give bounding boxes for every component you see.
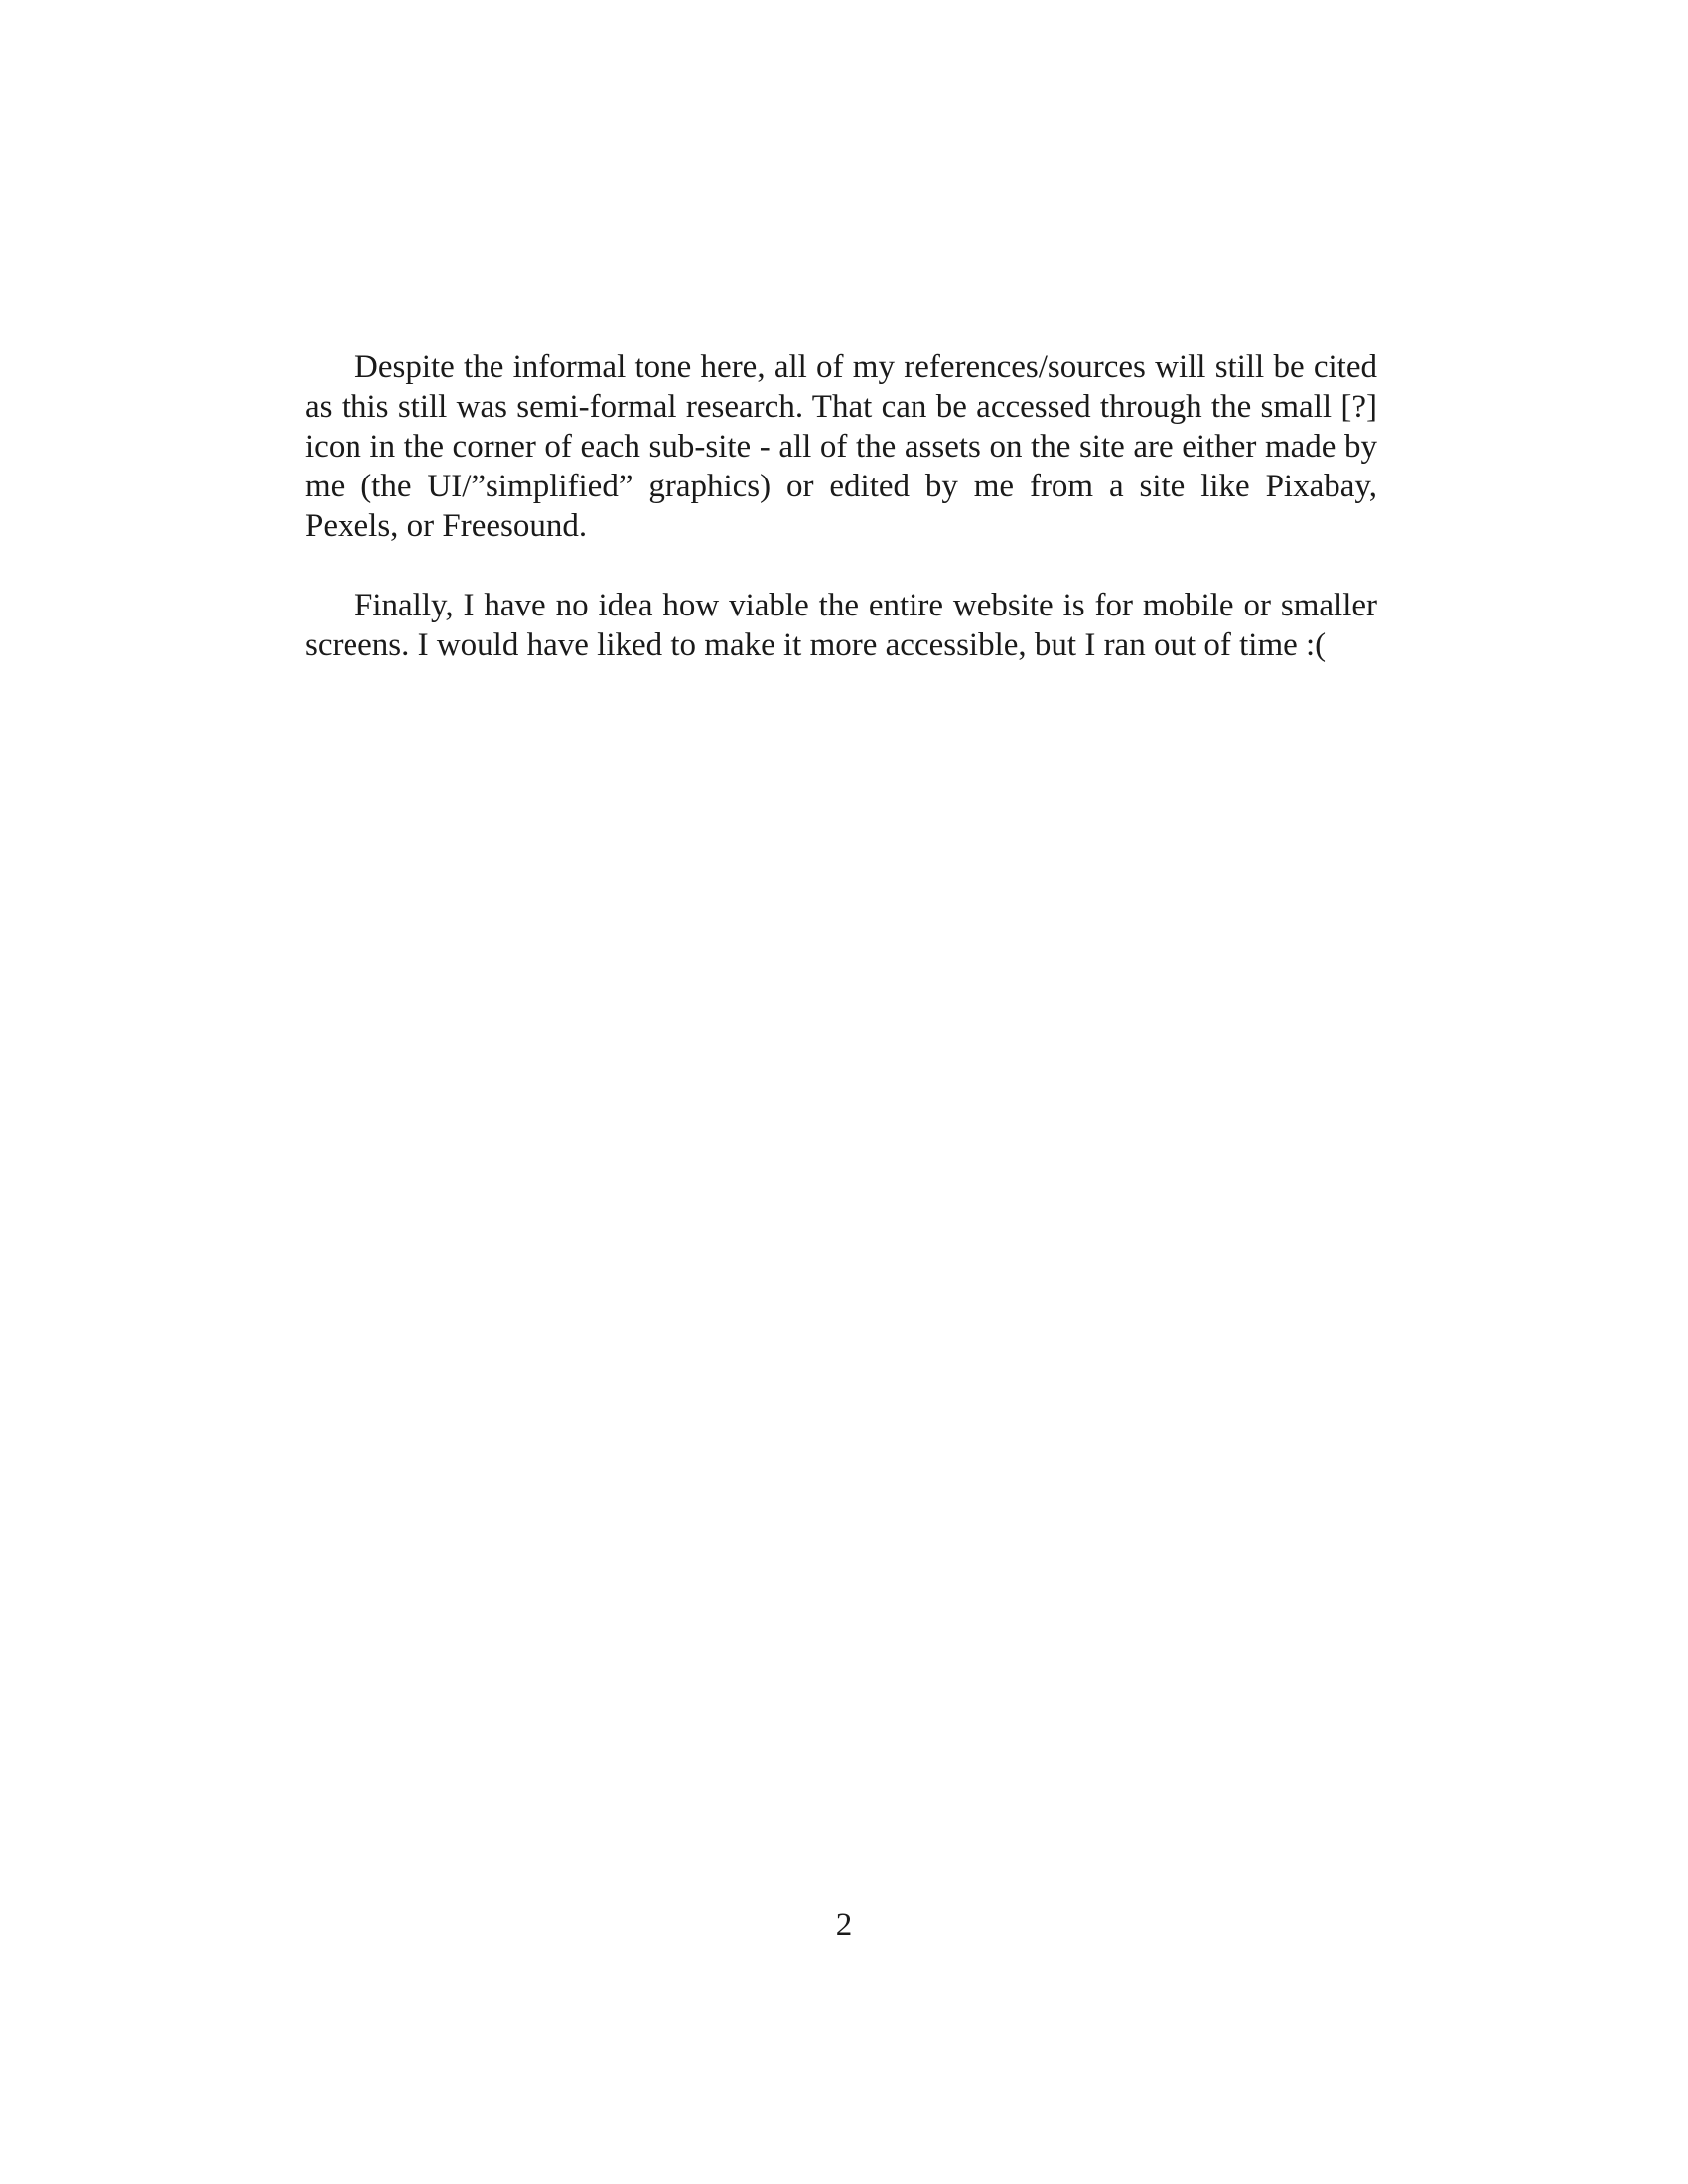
- body-text: [305, 347, 1377, 705]
- page-number: 2: [835, 1907, 853, 1943]
- paragraph-mobile-viability: Finally, I have no idea how viable the entire website is for mobile or smaller screens. I would have liked to make it more accessible, but I ran out of time :(: [305, 588, 1377, 663]
- paragraph-references: Despite the informal tone here, all of my references/sources will still be cited as this still was semi-formal research. That can be accessed through the small [?] icon in the corner of each sub-site - all of the assets on the site are either made by me (the UI/”simplified” graphics) or edited by me from a site like Pixabay, Pexels, or Freesound.: [305, 349, 1377, 544]
